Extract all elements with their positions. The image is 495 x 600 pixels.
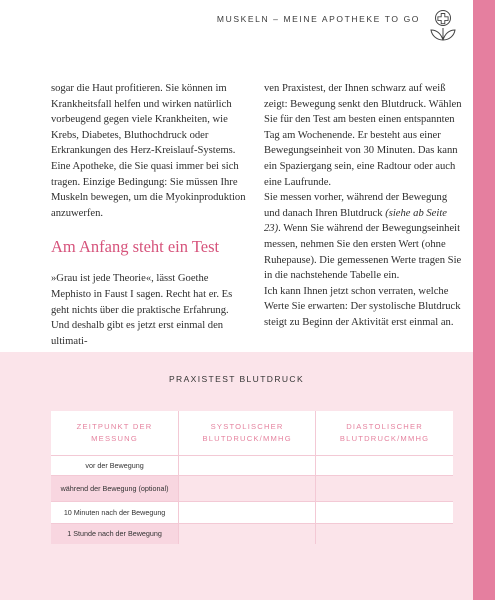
diastolic-entry-cell[interactable] <box>316 502 453 524</box>
page-edge-stripe <box>473 0 495 600</box>
systolic-entry-cell[interactable] <box>179 476 316 502</box>
cross-leaves-icon <box>428 6 458 44</box>
table-section <box>0 352 473 600</box>
blood-pressure-table <box>51 411 453 544</box>
diastolic-entry-cell[interactable] <box>316 476 453 502</box>
column-header: DIASTOLISCHER BLUTDRUCK/MMHG <box>339 422 430 443</box>
body-paragraph: ven Praxistest, der Ihnen schwarz auf weiß zeigt: Bewegung senkt den Blutdruck. Wählen Sie für den Test am besten einen entspannten Tag am Wochenende. Er besteht aus einer Bewegungseinheit von 30 Minuten. Das kann ein Spaziergang sein, eine Radtour oder auch eine Laufrunde. <box>264 83 462 188</box>
body-paragraph: »Grau ist jede Theorie«, lässt Goethe Mephisto in Faust I sagen. Recht hat er. Es geht nichts über die praktische Erfahrung. Und deshalb gibt es jetzt erst einmal den ultimati- <box>51 273 233 347</box>
table-row <box>51 476 453 502</box>
systolic-entry-cell[interactable] <box>179 502 316 524</box>
body-text: . Wenn Sie während der Bewegungseinheit messen, nehmen Sie den ersten Wert (ohne Ruhepause). Die gemessenen Werte tragen Sie in die nachstehende Tabelle ein. <box>264 223 462 282</box>
page-reference: (siehe ab Seite 23) <box>264 207 447 235</box>
body-text: Sie messen vorher, während der Bewegung und danach Ihren Blutdruck <box>264 192 448 219</box>
body-paragraph <box>264 190 464 284</box>
table-title: PRAXISTEST BLUTDRUCK <box>168 374 305 384</box>
diastolic-entry-cell[interactable] <box>316 456 453 476</box>
systolic-entry-cell[interactable] <box>179 456 316 476</box>
body-paragraph: Ich kann Ihnen jetzt schon verraten, welche Werte Sie erwarten: Der systolische Blutdruck steigt zu Beginn der Aktivität erst einmal an. <box>264 285 461 328</box>
row-label: 1 Stunde nach der Bewegung <box>51 524 179 544</box>
table-row <box>51 456 453 476</box>
row-label: vor der Bewegung <box>51 456 179 476</box>
row-label: 10 Minuten nach der Bewegung <box>51 502 179 524</box>
table-row <box>51 502 453 524</box>
right-text-column <box>264 81 464 331</box>
diastolic-entry-cell[interactable] <box>316 524 453 544</box>
left-text-column <box>51 81 248 349</box>
body-paragraph: sogar die Haut profitieren. Sie können im Krankheitsfall helfen und wirken natürlich vorbeugend gegen viele Krankheiten, wie Krebs, Diabetes, Bluthochdruck oder Erkrankungen des Herz-Kreislauf-Systems. Eine Apotheke, die Sie quasi immer bei sich tragen. Einzige Bedingung: Sie müssen Ihre Muskeln bewegen, um die Myokinproduktion anzuwerfen. <box>51 83 246 219</box>
systolic-entry-cell[interactable] <box>179 524 316 544</box>
column-header: SYSTOLISCHER BLUTDRUCK/MMHG <box>179 411 316 456</box>
column-header: ZEITPUNKT DER MESSUNG <box>51 411 179 456</box>
row-label: während der Bewegung (optional) <box>51 476 179 502</box>
running-header: MUSKELN – MEINE APOTHEKE TO GO <box>216 14 420 24</box>
table-row <box>51 524 453 544</box>
section-heading: Am Anfang steht ein Test <box>51 237 220 257</box>
